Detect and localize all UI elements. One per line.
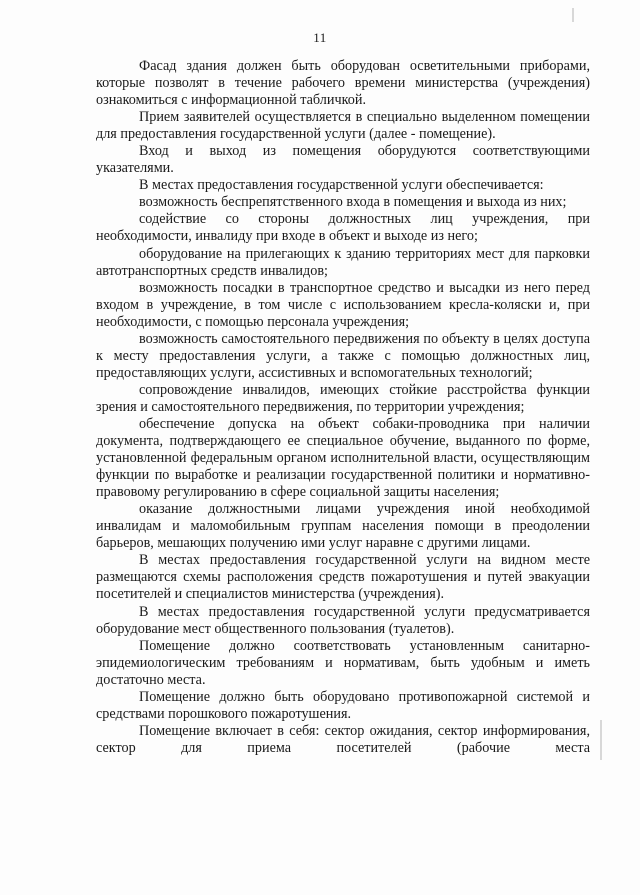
paragraph-applicant-reception: Прием заявителей осуществляется в специально выделенном помещении для предоставления государственной услуги (далее - помещение). [96,109,590,143]
body-text [96,58,590,757]
paragraph-provided-in-service-places: В местах предоставления государственной услуги обеспечивается: [139,177,544,194]
page-number: 11 [313,30,327,45]
paragraph-evacuation-schemes: В местах предоставления государственной услуги на видном месте размещаются схемы расположения средств пожаротушения и путей эвакуации посетителей и специалистов министерства (учреждения). [96,552,590,603]
list-item-independent-movement: возможность самостоятельного передвижения по объекту в целях доступа к месту предоставления услуги, а также с помощью должностных лиц, предоставляющих услуги, ассистивных и вспомогательных технологий; [96,330,590,381]
list-item-barrier-assistance: оказание должностными лицами учреждения иной необходимой инвалидам и маломобильным группам населения помощи в преодолении барьеров, мешающих получению ими услуг наравне с другими лицами. [96,501,590,552]
list-item-unobstructed-entry: возможность беспрепятственного входа в помещения и выхода из них; [139,194,567,211]
paragraph-facade-lighting: Фасад здания должен быть оборудован осветительными приборами, которые позволят в течение рабочего времени министерства (учреждения) ознакомиться с информационной табличкой. [96,58,590,109]
paragraph-public-toilets: В местах предоставления государственной услуги предусматривается оборудование мест общественного пользования (туалетов). [96,603,590,637]
list-item-guide-dog-access: обеспечение допуска на объект собаки-проводника при наличии документа, подтверждающего ее специальное обучение, выданного по форме, установленной федеральным органом исполнительной власти, осуществляющим функции по выработке и реализации государственной политики и нормативно-правовому регулированию в сфере социальной защиты населения; [96,415,590,501]
scan-artifact [600,720,602,760]
list-item-official-assistance: содействие со стороны должностных лиц учреждения, при необходимости, инвалиду при входе в объект и выходе из него; [96,211,590,245]
scan-artifact [572,8,574,22]
paragraph-room-sectors: Помещение включает в себя: сектор ожидания, сектор информирования, сектор для приема посетителей (рабочие места [96,722,590,756]
paragraph-sanitary-requirements: Помещение должно соответствовать установленным санитарно-эпидемиологическим требованиям и нормативам, быть удобным и иметь достаточно места. [96,637,590,688]
paragraph-fire-protection: Помещение должно быть оборудовано противопожарной системой и средствами порошкового пожаротушения. [96,688,590,722]
list-item-escort-disabled: сопровождение инвалидов, имеющих стойкие расстройства функции зрения и самостоятельного передвижения, по территории учреждения; [96,381,590,415]
list-item-vehicle-boarding: возможность посадки в транспортное средство и высадки из него перед входом в учреждение, в том числе с использованием кресла-коляски и, при необходимости, с помощью персонала учреждения; [96,279,590,330]
paragraph-entrance-signs: Вход и выход из помещения оборудуются соответствующими указателями. [96,143,590,177]
list-item-parking-spaces: оборудование на прилегающих к зданию территориях мест для парковки автотранспортных средств инвалидов; [96,245,590,279]
